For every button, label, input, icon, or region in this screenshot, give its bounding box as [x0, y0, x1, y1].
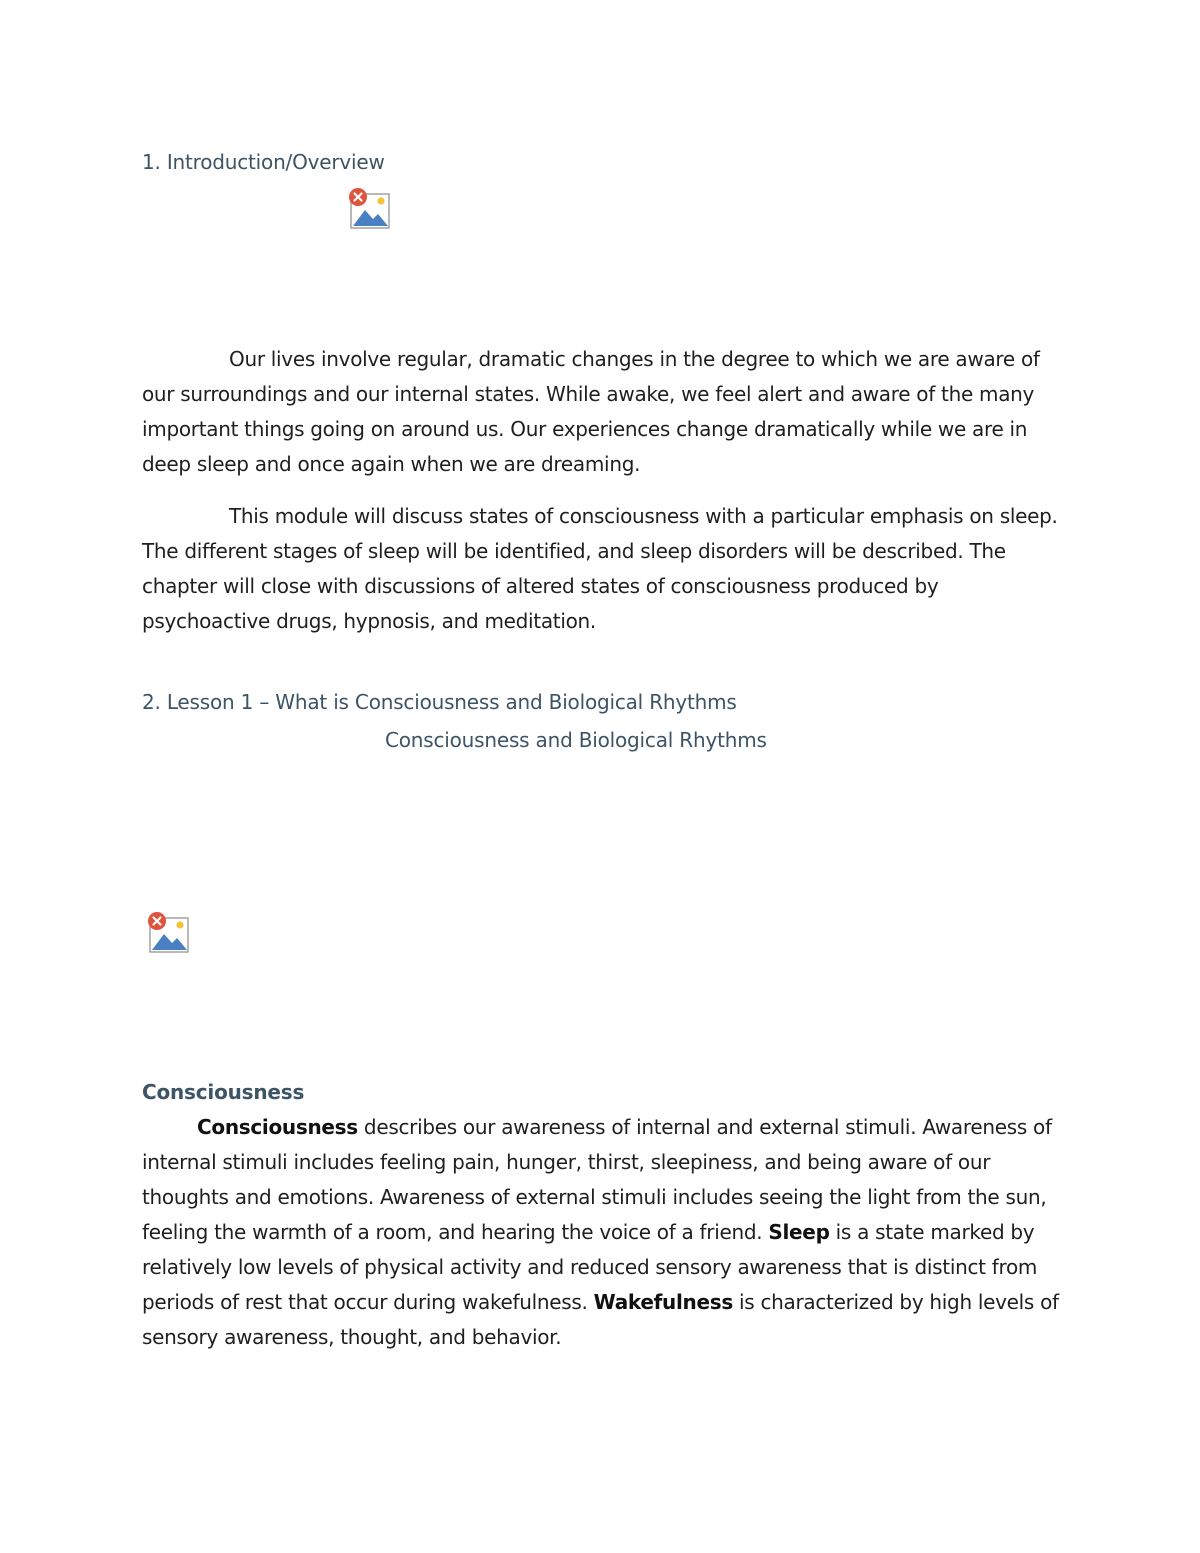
consciousness-text-2: is a state marked by relatively low levels of physical activity and reduced sensory awareness that is distinct from periods of rest that occur during wakefulness.	[142, 1220, 1038, 1314]
consciousness-text-1: describes our awareness of internal and external stimuli. Awareness of internal stimuli includes feeling pain, hunger, thirst, sleepiness, and being aware of our thoughts and emotions. Awareness of external stimuli includes seeing the light from the sun, feeling the warmth of a room, and hearing the voice of a friend.	[142, 1115, 1052, 1244]
heading-introduction: 1. Introduction/Overview	[142, 150, 385, 174]
broken-image-icon	[147, 910, 189, 954]
intro-paragraph-1	[142, 342, 1062, 482]
section-title-consciousness: Consciousness	[142, 1080, 305, 1104]
term-consciousness: Consciousness	[197, 1115, 358, 1139]
intro-paragraph-1-text: Our lives involve regular, dramatic changes in the degree to which we are aware of our surroundings and our internal states. While awake, we feel alert and aware of the many important things going on around us. Our experiences change dramatically while we are in deep sleep and once again when we are dreaming.	[142, 347, 1040, 476]
intro-paragraph-2-text: This module will discuss states of consciousness with a particular emphasis on sleep. The different stages of sleep will be identified, and sleep disorders will be described. The chapter will close with discussions of altered states of consciousness produced by psychoactive drugs, hypnosis, and meditation.	[142, 504, 1058, 633]
term-sleep: Sleep	[768, 1220, 830, 1244]
broken-image-icon	[348, 186, 390, 230]
subheading-biological-rhythms: Consciousness and Biological Rhythms	[385, 728, 767, 752]
heading-lesson-1: 2. Lesson 1 – What is Consciousness and Biological Rhythms	[142, 690, 737, 714]
consciousness-paragraph	[142, 1110, 1062, 1355]
intro-paragraph-2	[142, 499, 1062, 639]
term-wakefulness: Wakefulness	[593, 1290, 733, 1314]
consciousness-text-3: is characterized by high levels of sensory awareness, thought, and behavior.	[142, 1290, 1059, 1349]
